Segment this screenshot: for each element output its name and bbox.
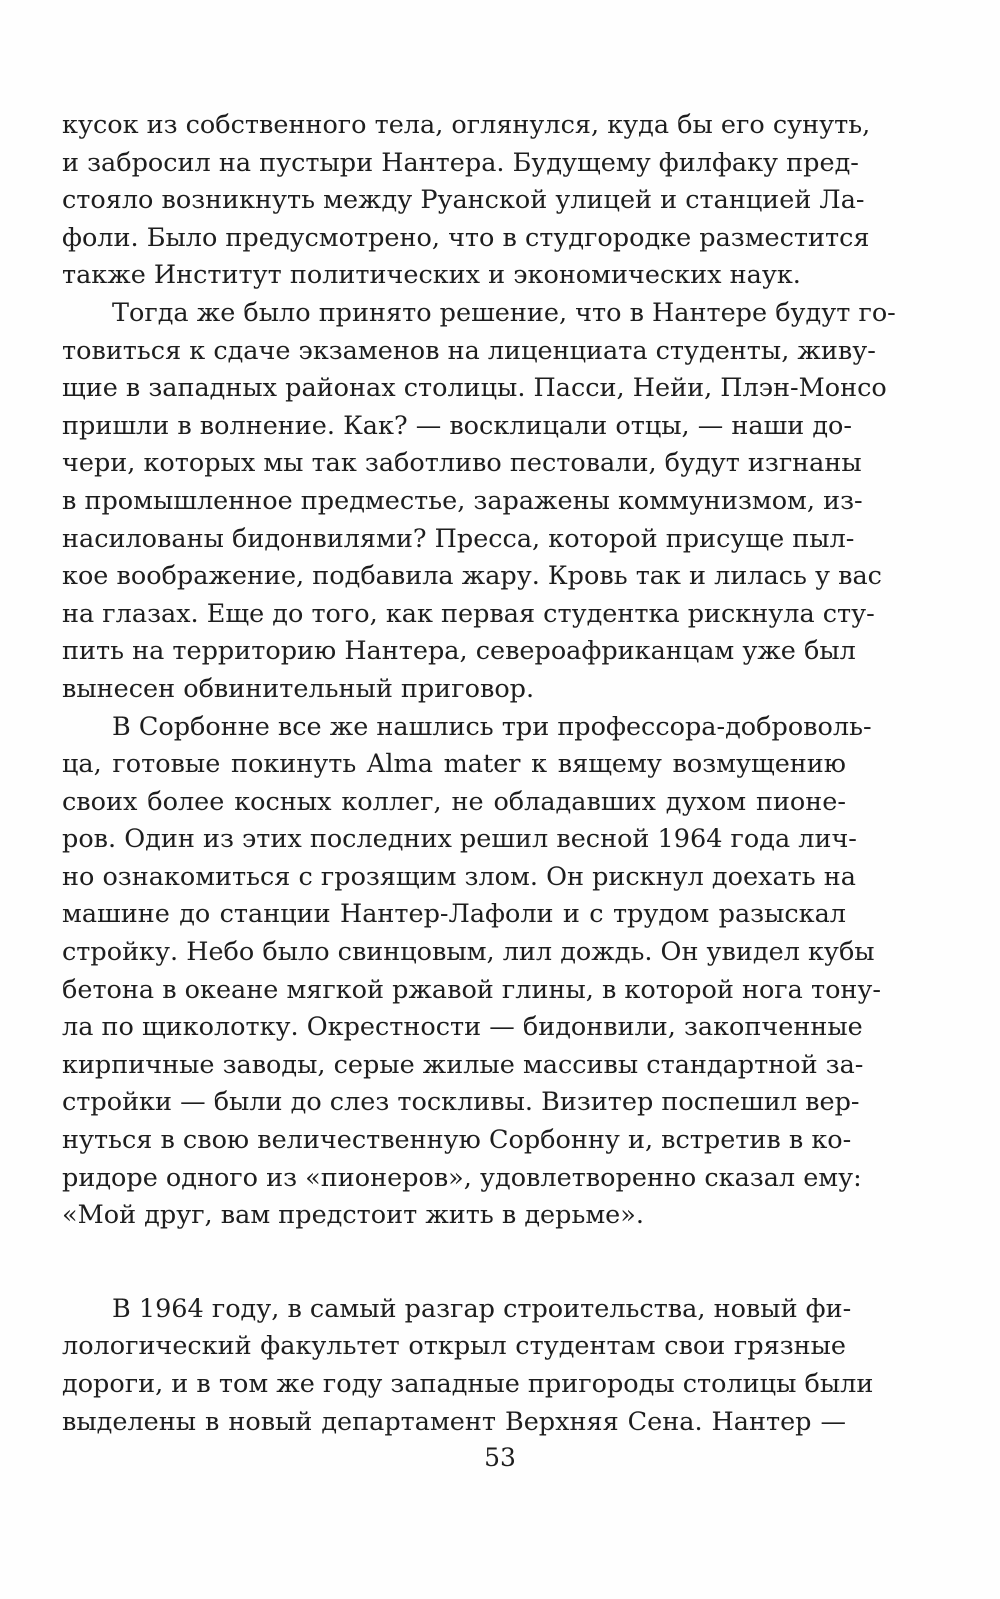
text-line: товиться к сдаче экзаменов на лиценциата студенты, живу- xyxy=(62,335,876,366)
text-line: кое воображение, подбавила жару. Кровь так и лилась у вас xyxy=(62,561,882,592)
text-line: пить на территорию Нантера, североафриканцам уже был xyxy=(62,636,856,667)
page-number: 53 xyxy=(484,1443,516,1472)
section-break xyxy=(62,1235,846,1291)
text-line: машине до станции Нантер-Лафоли и с трудом разыскал xyxy=(62,899,846,930)
text-line: кусок из собственного тела, оглянулся, куда бы его сунуть, xyxy=(62,110,871,140)
text-line: также Институт политических и экономических наук. xyxy=(62,260,801,291)
text-line: В Сорбонне все же нашлись три профессора-доброволь- xyxy=(112,711,872,742)
text-line: пришли в волнение. Как? — восклицали отцы, — наши до- xyxy=(62,410,853,441)
text-line: дороги, и в том же году западные пригороды столицы были xyxy=(62,1369,874,1399)
text-line: нуться в свою величественную Сорбонну и, встретив в ко- xyxy=(62,1125,852,1156)
text-line: бетона в океане мягкой ржавой глины, в которой нога тону- xyxy=(62,974,882,1005)
text-line: своих более косных коллег, не обладавших духом пионе- xyxy=(62,786,846,817)
text-line: щие в западных районах столицы. Пасси, Нейи, Плэн-Монсо xyxy=(62,373,887,404)
text-line: Тогда же было принято решение, что в Нантере будут го- xyxy=(112,297,896,328)
text-line: стояло возникнуть между Руанской улицей и станцией Ла- xyxy=(62,185,865,216)
text-line: выделены в новый департамент Верхняя Сена. Нантер — xyxy=(62,1406,846,1437)
text-line: фоли. Было предусмотрено, что в студгородке разместится xyxy=(62,222,870,253)
text-line: насилованы бидонвилями? Пресса, которой присуще пыл- xyxy=(62,523,855,554)
text-line: в промышленное предместье, заражены коммунизмом, из- xyxy=(62,485,863,516)
text-line: кирпичные заводы, серые жилые массивы стандартной за- xyxy=(62,1049,864,1080)
text-line: ца, готовые покинуть Alma mater к вящему возмущению xyxy=(62,749,846,780)
text-line: ла по щиколотку. Окрестности — бидонвили, закопченные xyxy=(62,1012,863,1043)
text-line: лологический факультет открыл студентам свои грязные xyxy=(62,1331,846,1362)
text-line: на глазах. Еще до того, как первая студентка рискнула сту- xyxy=(62,598,875,629)
text-line: вынесен обвинительный приговор. xyxy=(62,673,535,704)
text-line: чери, которых мы так заботливо пестовали, будут изгнаны xyxy=(62,448,862,479)
text-line: стройку. Небо было свинцовым, лил дождь. Он увидел кубы xyxy=(62,937,875,968)
text-line: «Мой друг, вам предстоит жить в дерьме». xyxy=(62,1200,644,1231)
text-line: ров. Один из этих последних решил весной 1964 года лич- xyxy=(62,824,857,855)
body-text xyxy=(62,107,896,1441)
text-line: стройки — были до слез тоскливы. Визитер поспешил вер- xyxy=(62,1087,860,1118)
text-line: и забросил на пустыри Нантера. Будущему филфаку пред- xyxy=(62,147,859,178)
text-line: но ознакомиться с грозящим злом. Он рискнул доехать на xyxy=(62,861,856,892)
text-line: ридоре одного из «пионеров», удовлетворенно сказал ему: xyxy=(62,1162,862,1193)
text-line: В 1964 году, в самый разгар строительства, новый фи- xyxy=(112,1293,852,1324)
